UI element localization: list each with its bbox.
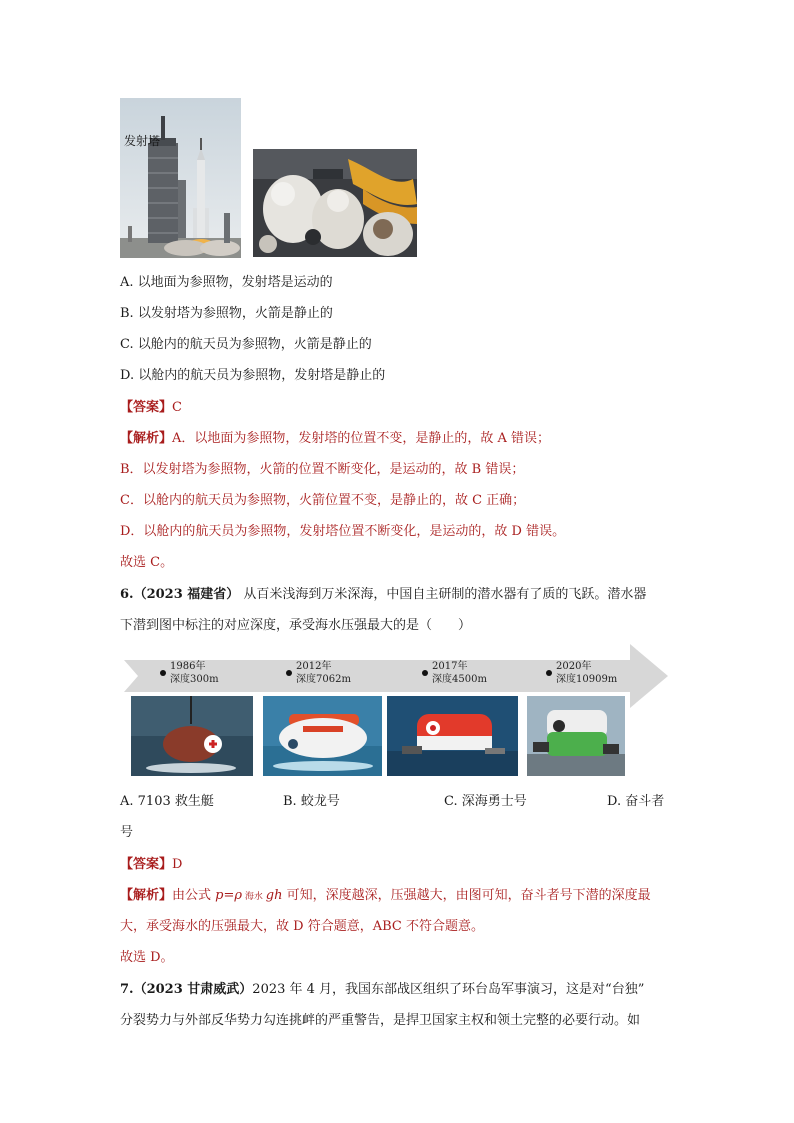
q5-option-c: C. 以舱内的航天员为参照物，火箭是静止的 xyxy=(120,337,372,352)
q6-option-b: B. 蛟龙号 xyxy=(283,794,340,809)
submersible-shenhaiyongshi-photo xyxy=(387,696,518,776)
timeline-year: 2012年 xyxy=(296,661,332,672)
timeline-year: 2017年 xyxy=(432,661,468,672)
q5-answer xyxy=(120,396,182,415)
timeline-dot xyxy=(286,670,292,676)
formula-gh: gh xyxy=(265,888,283,903)
submersible-7103-illustration xyxy=(131,696,253,776)
analysis-label: 【解析】 xyxy=(120,888,173,903)
timeline-item-2020 xyxy=(556,660,617,686)
analysis-text: A．以地面为参照物，发射塔的位置不变，是静止的，故 A 错误； xyxy=(172,431,551,446)
timeline-year: 1986年 xyxy=(170,661,206,672)
formula-p: p xyxy=(215,888,224,903)
formula-eq: =ρ xyxy=(223,888,243,903)
q5-option-b: B. 以发射塔为参照物，火箭是静止的 xyxy=(120,306,333,321)
q7-source: （2023 甘肃威武） xyxy=(133,982,253,997)
answer-label: 【答案】 xyxy=(120,857,173,872)
astronauts-illustration xyxy=(253,149,417,257)
timeline-dot xyxy=(422,670,428,676)
answer-value: C xyxy=(172,400,182,415)
q5-option-a: A. 以地面为参照物，发射塔是运动的 xyxy=(120,275,333,290)
q7-number: 7. xyxy=(120,982,134,997)
q5-conclusion: 故选 C。 xyxy=(120,555,174,570)
timeline-depth: 深度4500m xyxy=(432,674,487,685)
q6-analysis-line-1 xyxy=(120,884,651,903)
astronauts-in-cabin-photo xyxy=(253,149,417,257)
q5-analysis-line-3: C．以舱内的航天员为参照物，火箭位置不变，是静止的，故 C 正确； xyxy=(120,493,526,508)
launch-tower-illustration xyxy=(120,98,241,258)
q5-analysis-line-2: B．以发射塔为参照物，火箭的位置不断变化，是运动的，故 B 错误； xyxy=(120,462,525,477)
q6-option-d-wrap: 号 xyxy=(120,825,134,840)
submersible-fendouzhe-illustration xyxy=(527,696,625,776)
launch-tower-label: 发射塔 xyxy=(124,134,161,148)
q6-answer xyxy=(120,853,182,872)
answer-value: D xyxy=(172,857,183,872)
analysis-pre: 由公式 xyxy=(172,888,216,903)
q6-stem-text: 从百米浅海到万米深海，中国自主研制的潜水器有了质的飞跃。潜水器 xyxy=(239,587,647,602)
timeline-depth: 深度7062m xyxy=(296,674,351,685)
analysis-rest: 可知，深度越深，压强越大，由图可知，奋斗者号下潜的深度最 xyxy=(282,888,651,903)
q6-stem-line-1 xyxy=(120,583,646,602)
q6-stem-line-2: 下潜到图中标注的对应深度，承受海水压强最大的是（ ） xyxy=(120,618,472,633)
formula-sub: 海水 xyxy=(242,892,266,902)
q5-analysis-line-1 xyxy=(120,427,550,446)
timeline-year: 2020年 xyxy=(556,661,592,672)
submersible-shenhaiyongshi-illustration xyxy=(387,696,518,776)
launch-tower-photo xyxy=(120,98,241,258)
timeline-dot xyxy=(546,670,552,676)
submersible-7103-photo xyxy=(131,696,253,776)
timeline-depth: 深度10909m xyxy=(556,674,618,685)
timeline-depth: 深度300m xyxy=(170,674,219,685)
q6-analysis-line-2: 大，承受海水的压强最大，故 D 符合题意，ABC 不符合题意。 xyxy=(120,919,484,934)
timeline-item-2017 xyxy=(432,660,487,686)
q6-option-d: D. 奋斗者 xyxy=(607,794,665,809)
q5-analysis-line-4: D．以舱内的航天员为参照物，发射塔位置不断变化，是运动的，故 D 错误。 xyxy=(120,524,566,539)
submersible-fendouzhe-photo xyxy=(527,696,625,776)
q6-option-a: A. 7103 救生艇 xyxy=(120,794,214,809)
submersible-jiaolong-illustration xyxy=(263,696,382,776)
q7-stem-line-1 xyxy=(120,978,644,997)
q5-option-d: D. 以舱内的航天员为参照物，发射塔是静止的 xyxy=(120,368,386,383)
q6-conclusion: 故选 D。 xyxy=(120,950,174,965)
q6-source: （2023 福建省） xyxy=(133,587,240,602)
submersible-jiaolong-photo xyxy=(263,696,382,776)
timeline-dot xyxy=(160,670,166,676)
pressure-formula xyxy=(215,888,282,903)
q7-stem-text: 2023 年 4 月，我国东部战区组织了环台岛军事演习，这是对“台独” xyxy=(252,982,645,997)
answer-label: 【答案】 xyxy=(120,400,173,415)
q7-stem-line-2: 分裂势力与外部反华势力勾连挑衅的严重警告，是捍卫国家主权和领土完整的必要行动。如 xyxy=(120,1013,641,1028)
timeline-item-2012 xyxy=(296,660,351,686)
timeline-item-1986 xyxy=(170,660,219,686)
q6-option-c: C. 深海勇士号 xyxy=(444,794,527,809)
analysis-label: 【解析】 xyxy=(120,431,173,446)
q6-number: 6. xyxy=(120,587,134,602)
